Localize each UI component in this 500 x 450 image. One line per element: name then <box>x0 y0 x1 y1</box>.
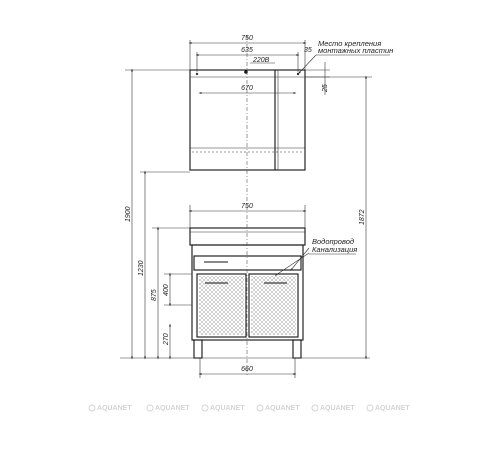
watermark-text: AQUANET <box>210 405 245 412</box>
watermark-logo-icon <box>89 405 95 411</box>
watermark-text: AQUANET <box>97 405 132 412</box>
dim-inner-width: 670 <box>241 85 253 92</box>
dimensions-right <box>305 77 372 358</box>
dim-mirror-width: 750 <box>241 35 253 42</box>
watermark-logo-icon <box>367 405 373 411</box>
watermark-logo-icon <box>257 405 263 411</box>
dim-mount-height: 1872 <box>359 209 366 225</box>
dim-countertop-height: 875 <box>151 289 158 301</box>
note-mounting-plates <box>299 39 393 73</box>
watermark-text: AQUANET <box>375 405 410 412</box>
dim-cabinet-width: 750 <box>241 203 253 210</box>
vanity-door-left-mesh <box>199 276 244 335</box>
watermark-row <box>89 405 410 412</box>
vanity-drawer <box>194 256 301 270</box>
watermark-logo-icon <box>202 405 208 411</box>
dim-socket-voltage: 220В <box>253 57 270 64</box>
watermark-logo-icon <box>312 405 318 411</box>
note-mounting-line1: Место крепления <box>318 39 382 48</box>
vanity-leg-left <box>194 340 202 358</box>
dimensions-top <box>190 35 330 95</box>
dim-water-height: 400 <box>163 284 170 296</box>
note-mounting-line2: монтажных пластин <box>318 46 394 55</box>
dim-plate-offset: 35 <box>304 47 312 54</box>
watermark-text: AQUANET <box>265 405 300 412</box>
mounting-point-left <box>196 73 198 75</box>
note-water-supply: Водопровод <box>312 237 355 246</box>
dim-drain-height: 270 <box>163 333 170 345</box>
dimensions-left <box>125 70 192 358</box>
dim-cabinet-height-total: 1230 <box>138 260 145 276</box>
dim-base-width: 660 <box>241 366 253 373</box>
dim-total-height: 1900 <box>125 206 132 222</box>
watermark-logo-icon <box>147 405 153 411</box>
dim-plate-spacing: 635 <box>241 47 253 54</box>
dim-top-offset: 25 <box>322 84 329 92</box>
watermark-text: AQUANET <box>320 405 355 412</box>
mounting-point-right <box>297 73 299 75</box>
watermark-text: AQUANET <box>155 405 190 412</box>
vanity-countertop <box>190 228 305 245</box>
leader-mounting-plates <box>299 55 316 73</box>
vanity-door-right-mesh <box>251 276 296 335</box>
note-sewage: Канализация <box>312 245 358 254</box>
vanity-leg-right <box>293 340 301 358</box>
